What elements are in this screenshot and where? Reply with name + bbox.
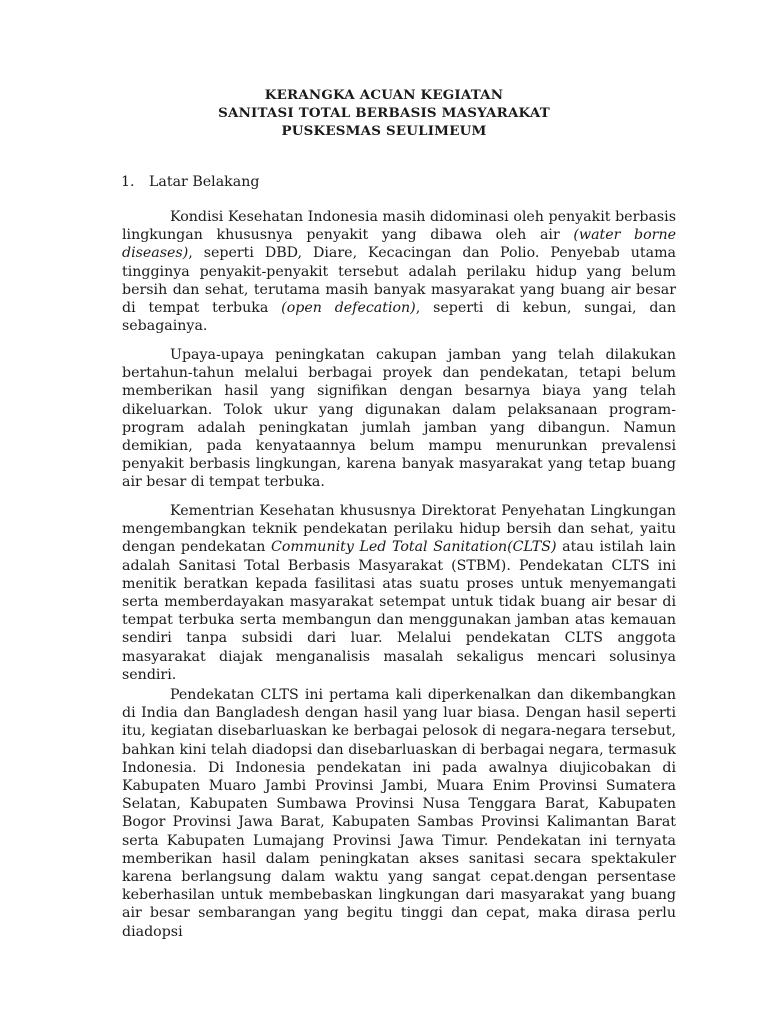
paragraph-1-italic-open-defecation: (open defecation) [281, 300, 416, 317]
title-line-1: KERANGKA ACUAN KEGIATAN [264, 87, 504, 103]
paragraph-1 [122, 208, 676, 335]
section-number: 1. [121, 174, 135, 190]
paragraph-3-text-c: atau istilah lain adalah Sanitasi Total Berbasis Masyarakat (STBM). Pendekatan CLTS ini menitik beratkan kepada fasilitasi atas suatu proses untuk menyemangati serta memberdayakan masyarakat setempat untuk tidak buang air besar di tempat terbuka serta membangun dan menggunakan jamban atas kemauan sendiri tanpa subsidi dari luar. Melalui pendekatan CLTS anggota masyarakat diajak menganalisis masalah sekaligus mencari solusinya sendiri. [122, 539, 677, 683]
paragraph-3 [122, 502, 676, 684]
title-line-3: PUSKESMAS SEULIMEUM [281, 123, 487, 139]
paragraph-1-text-c: , seperti DBD, Diare, Kecacingan dan Polio. Penyebab utama tingginya penyakit-penyakit tersebut adalah perilaku hidup yang belum bersih dan sehat, terutama masih banyak masyarakat yang buang air besar di tempat terbuka [122, 245, 676, 317]
section-title: Latar Belakang [149, 174, 260, 190]
paragraph-1-italic-water-borne: (water borne diseases) [122, 227, 677, 262]
paragraph-3-text-a: Kementrian Kesehatan khususnya Direktorat Penyehatan Lingkungan mengembangkan teknik pendekatan perilaku hidup bersih dan sehat, yaitu dengan pendekatan [122, 503, 676, 556]
paragraph-4 [122, 686, 676, 941]
title-line-2: SANITASI TOTAL BERBASIS MASYARAKAT [218, 105, 550, 121]
document-title [0, 86, 768, 140]
paragraph-2 [122, 346, 676, 492]
section-heading [121, 174, 259, 190]
paragraph-1-text-a: Kondisi Kesehatan Indonesia masih didominasi oleh penyakit berbasis lingkungan khususnya penyakit yang dibawa oleh air [122, 209, 676, 244]
paragraph-1-text-e: , seperti di kebun, sungai, dan sebagainya. [122, 300, 676, 335]
paragraph-2-text: Upaya-upaya peningkatan cakupan jamban yang telah dilakukan bertahun-tahun melalui berbagai proyek dan pendekatan, tetapi belum memberikan hasil yang signifikan dengan besarnya biaya yang telah dikeluarkan. Tolok ukur yang digunakan dalam pelaksanaan program-program adalah peningkatan jumlah jamban yang dibangun. Namun demikian, pada kenyataannya belum mampu menurunkan prevalensi penyakit berbasis lingkungan, karena banyak masyarakat yang tetap buang air besar di tempat terbuka. [122, 347, 676, 491]
paragraph-3-italic-clts: Community Led Total Sanitation(CLTS) [271, 539, 557, 556]
paragraph-4-text: Pendekatan CLTS ini pertama kali diperkenalkan dan dikembangkan di India dan Bangladesh dengan hasil yang luar biasa. Dengan hasil seperti itu, kegiatan disebarluaskan ke berbagai pelosok di negara-negara tersebut, bahkan kini telah diadopsi dan disebarluaskan di berbagai negara, termasuk Indonesia. Di Indonesia pendekatan ini pada awalnya diujicobakan di Kabupaten Muaro Jambi Provinsi Jambi, Muara Enim Provinsi Sumatera Selatan, Kabupaten Sumbawa Provinsi Nusa Tenggara Barat, Kabupaten Bogor Provinsi Jawa Barat, Kabupaten Sambas Provinsi Kalimantan Barat serta Kabupaten Lumajang Provinsi Jawa Timur. Pendekatan ini ternyata memberikan hasil dalam peningkatan akses sanitasi secara spektakuler karena berlangsung dalam waktu yang sangat cepat.dengan persentase keberhasilan untuk membebaskan lingkungan dari masyarakat yang buang air besar sembarangan yang begitu tinggi dan cepat, maka dirasa perlu diadopsi [122, 687, 676, 940]
